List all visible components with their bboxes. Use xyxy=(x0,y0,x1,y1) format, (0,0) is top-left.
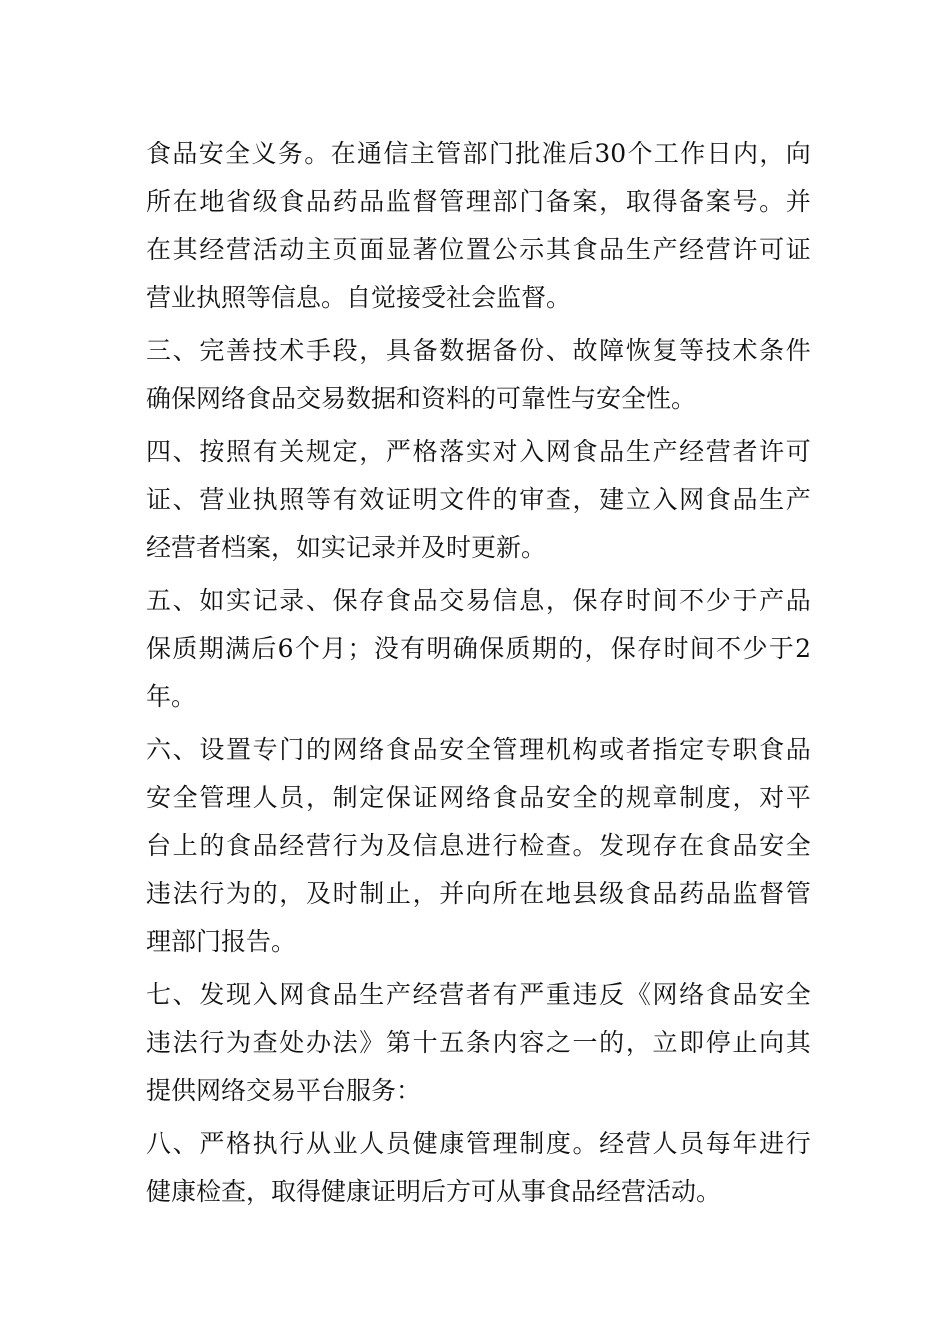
document-line: 理部门报告。 xyxy=(146,927,297,956)
document-line: 健康检查，取得健康证明后方可从事食品经营活动。 xyxy=(146,1177,722,1206)
document-line: 提供网络交易平台服务： xyxy=(146,1076,422,1105)
document-line: 保 质 期 满 后 6 个 月 ； 没 有 明 确 保 质 期 的 ， 保 存 时 间 不 少 于 2 xyxy=(146,634,811,663)
document-line: 年。 xyxy=(146,682,197,711)
document-line: 八 、 严 格 执 行 从 业 人 员 健 康 管 理 制 度 。 经 营 人 员 每 年 进 行 xyxy=(146,1129,811,1158)
document-line: 六 、 设 置 专 门 的 网 络 食 品 安 全 管 理 机 构 或 者 指 定 专 职 食 品 xyxy=(146,735,811,764)
document-line: 经营者档案，如实记录并及时更新。 xyxy=(146,533,547,562)
document-line: 安 全 管 理 人 员 ， 制 定 保 证 网 络 食 品 安 全 的 规 章 制 度 ， 对 平 xyxy=(146,783,811,812)
document-line: 台 上 的 食 品 经 营 行 为 及 信 息 进 行 检 查 。 发 现 存 在 食 品 安 全 xyxy=(146,831,811,860)
document-line: 所 在 地 省 级 食 品 药 品 监 督 管 理 部 门 备 案 ， 取 得 备 案 号 。 并 xyxy=(146,187,811,216)
document-line: 在 其 经 营 活 动 主 页 面 显 著 位 置 公 示 其 食 品 生 产 经 营 许 可 证 xyxy=(146,235,811,264)
document-body xyxy=(146,130,811,1216)
document-line: 违 法 行 为 的 ， 及 时 制 止 ， 并 向 所 在 地 县 级 食 品 药 品 监 督 管 xyxy=(146,879,811,908)
document-line: 确保网络食品交易数据和资料的可靠性与安全性。 xyxy=(146,384,697,413)
document-line: 违 法 行 为 查 处 办 法 》 第 十 五 条 内 容 之 一 的 ， 立 即 停 止 向 其 xyxy=(146,1028,811,1057)
document-line: 五 、 如 实 记 录 、 保 存 食 品 交 易 信 息 ， 保 存 时 间 不 少 于 产 品 xyxy=(146,586,811,615)
document-line: 七 、 发 现 入 网 食 品 生 产 经 营 者 有 严 重 违 反 《 网 络 食 品 安 全 xyxy=(146,980,811,1009)
document-line: 四 、 按 照 有 关 规 定 ， 严 格 落 实 对 入 网 食 品 生 产 经 营 者 许 可 xyxy=(146,437,811,466)
document-line: 三 、 完 善 技 术 手 段 ， 具 备 数 据 备 份 、 故 障 恢 复 等 技 术 条 件 xyxy=(146,336,811,365)
document-line: 营业执照等信息。自觉接受社会监督。 xyxy=(146,283,572,312)
document-line: 食 品 安 全 义 务 。 在 通 信 主 管 部 门 批 准 后 30 个 工 作 日 内 ， 向 xyxy=(146,139,811,168)
document-line: 证 、 营 业 执 照 等 有 效 证 明 文 件 的 审 查 ， 建 立 入 网 食 品 生 产 xyxy=(146,485,811,514)
